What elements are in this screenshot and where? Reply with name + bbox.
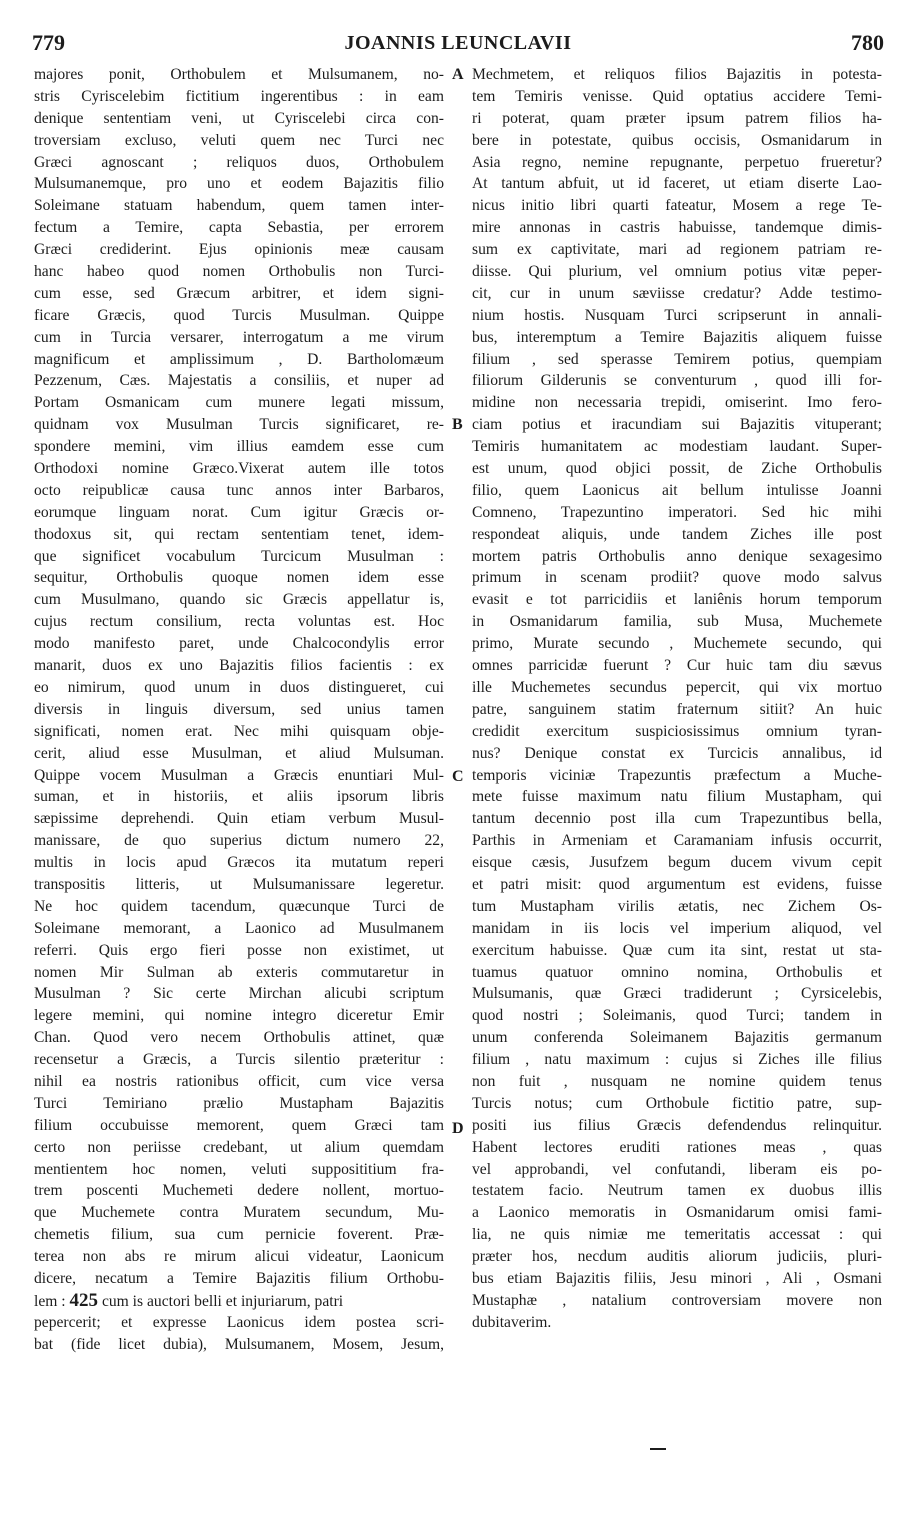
text-line: mire annonas in castris habuisse, tandemque dimis-	[472, 219, 882, 237]
text-line: mentientem hoc nomen, veluti supposititium fra-	[34, 1160, 444, 1178]
text-line: primo, Murate secundo , Muchemete secundo, qui	[472, 635, 882, 653]
text-line: referri. Quis ergo fieri posse non existimet, ut	[34, 941, 444, 959]
text-line: filio, quem Laonicus ait bellum intulisse Joanni	[472, 481, 882, 499]
page-header	[30, 30, 886, 60]
text-line: mete fuisse maximum natu filium Mustapham, qui	[472, 788, 882, 806]
text-line: Musulman ? Sic certe Mirchan alicubi scriptum	[34, 985, 444, 1003]
text-line: pepercerit; et expresse Laonicus idem postea scri-	[34, 1313, 444, 1331]
left-column	[34, 64, 444, 1356]
text-line: chemetis filium, sua cum pernicie foverent. Præ-	[34, 1226, 444, 1244]
text-line: Parthis in Armeniam et Caramaniam infusis occurrit,	[472, 832, 882, 850]
text-line: diisse. Qui plurium, vel omnium potius vitæ peper-	[472, 263, 882, 281]
text-line: transpositis litteris, ut Mulsumanissare legeretur.	[34, 875, 444, 893]
text-line: filium , natu maximum : cujus si Ziches ille filius	[472, 1051, 882, 1069]
text-line: Soleimane memorant, a Laonico ad Musulmanem	[34, 919, 444, 937]
text-line: cit, cur in unum sæviisse credatur? Adde testimo-	[472, 284, 882, 302]
text-line: cum in Turcia versarer, interrogatum a me virum	[34, 328, 444, 346]
text-line: cum esse, sed Græcum arbitrer, et idem signi-	[34, 284, 444, 302]
text-line: eorumque linguam norat. Cum igitur Græcis or-	[34, 503, 444, 521]
text-line: dubitaverim.	[472, 1313, 552, 1331]
text-line: eo nimirum, quod unum in duos distingueret, cui	[34, 678, 444, 696]
right-column	[472, 64, 882, 1334]
text-line: bat (fide licet dubia), Mulsumanem, Mosem, Jesum,	[34, 1335, 444, 1353]
text-line: omnes parricidæ fuerunt ? Cur huic tam diu sævus	[472, 657, 882, 675]
margin-letter-c: C	[452, 768, 464, 785]
text-line: ille Muchemetes secundus pepercit, qui vix mortuo	[472, 678, 882, 696]
text-line: filium , sed sperasse Temirem potius, quempiam	[472, 350, 882, 368]
text-line: legere memini, qui nomine integro diceretur Emir	[34, 1007, 444, 1025]
text-line: filium occubuisse memorent, quem Græci tam	[34, 1116, 444, 1134]
text-line: stris Cyriscelebim fictitium ingerentibus : in eam	[34, 87, 444, 105]
text-line: unum conferenda Soleimanem Bajazitis germanum	[472, 1029, 882, 1047]
text-line: suman, et in historiis, et aliis ipsorum libris	[34, 788, 444, 806]
margin-letter-b: B	[452, 416, 463, 433]
text-line: bus, interemptum a Temire Bajazitis aliquem fuisse	[472, 328, 882, 346]
text-line: Græci crediderint. Ejus opinionis meæ causam	[34, 241, 444, 259]
text-line: tum Mustapham virilis ætatis, nec Zichem Os-	[472, 897, 882, 915]
text-line: magnificum et amplissimum , D. Bartholomæum	[34, 350, 444, 368]
text-line: est unum, quod objici possit, de Ziche Orthobulis	[472, 460, 882, 478]
text-line: diversis in linguis diversum, sed unius tamen	[34, 700, 444, 718]
text-line: cum Musulmano, quando sic Græcis appellatur is,	[34, 591, 444, 609]
text-line: nus? Denique constat ex Turcicis annalibus, id	[472, 744, 882, 762]
text-line: lia, ne quis nimiæ me temeritatis accessat : qui	[472, 1226, 882, 1244]
text-line: Soleimane statuam habendum, quem tamen inter-	[34, 197, 444, 215]
text-line: modo manifesto paret, unde Chalcocondylis error	[34, 635, 444, 653]
text-line: midine non necessaria trepidi, omiserint. Imo fero-	[472, 394, 882, 412]
text-line: majores ponit, Orthobulem et Mulsumanem, no-	[34, 66, 444, 83]
text-line: Portam Osmanicam cum munere legati missum,	[34, 394, 444, 412]
text-line: temporis viciniæ Trapezuntis præfectum a Muche-	[472, 766, 882, 784]
text-line: Turcis notus; cum Orthobule fictitio patre, sup-	[472, 1094, 882, 1112]
text-line: vel approbandi, vel confutandi, liberam eis po-	[472, 1160, 882, 1178]
text-line: eisque cæsis, Jusufzem begum ducem vivum cepit	[472, 854, 882, 872]
text-line: in Osmanidarum familia, sub Musa, Muchemete	[472, 613, 882, 631]
text-line: significati, nomen erat. Nec mihi quisquam obje-	[34, 722, 444, 740]
text-line: sæpissime deprehendi. Quin etiam verbum Musul-	[34, 810, 444, 828]
text-line: Mustaphæ , natalium controversiam movere non	[472, 1291, 882, 1309]
text-line: certo non periisse credebant, ut alium quemdam	[34, 1138, 444, 1156]
text-line: tantum decennio post illa cum Trapezuntibus bella,	[472, 810, 882, 828]
text-line: Habent lectores eruditi rationes meas , quas	[472, 1138, 882, 1156]
end-rule	[650, 1448, 666, 1450]
running-title: JOANNIS LEUNCLAVII	[344, 32, 572, 54]
text-line: nomen Mir Sulman ab exteris commutaretur in	[34, 963, 444, 981]
text-line: mortem patris Orthobulis anno denique sexagesimo	[472, 547, 882, 565]
text-line: Græci agnoscant ; reliquos duos, Orthobulem	[34, 153, 444, 171]
text-line: fectum a Temire, capta Sebastia, per errorem	[34, 219, 444, 237]
text-line: tuamus quatuor omnino nomina, Orthobulis et	[472, 963, 882, 981]
signature-line	[34, 1290, 444, 1312]
text-line: sequitur, Orthobulis quoque nomen idem esse	[34, 569, 444, 587]
text-line: troversiam excluso, veluti quem nec Turci nec	[34, 131, 444, 149]
text-line: que significet vocabulum Turcicum Musulman :	[34, 547, 444, 565]
text-line: denique sententiam veni, ut Cyriscelebi circa con-	[34, 109, 444, 127]
text-line: cerit, aliud esse Musulman, et aliud Mulsuman.	[34, 744, 444, 762]
text-line: testatem facio. Neutrum tamen ex duobus illis	[472, 1182, 882, 1200]
text-line: ciam potius et iracundiam sui Bajazitis vituperant;	[472, 416, 882, 434]
text-line: manidam in iis locis vel imperium aliquod, vel	[472, 919, 882, 937]
text-line: respondeat aliquis, unde tandem Ziches ille post	[472, 525, 882, 543]
text-line: Pezzenum, Cæs. Majestatis a consiliis, et nuper ad	[34, 372, 444, 390]
text-line: que Muchemete contra Muratem secundum, Mu-	[34, 1204, 444, 1222]
text-line: Mechmetem, et reliquos filios Bajazitis in potesta-	[472, 66, 882, 83]
text-line: credidit exercitum suspiciosissimus omnium tyran-	[472, 722, 882, 740]
text-line: spondere memini, vim illius eamdem esse cum	[34, 438, 444, 456]
text-line: recensetur a Græcis, a Turcis silentio præteritur :	[34, 1051, 444, 1069]
text-line: Chan. Quod vero necem Orthobulis attinet, quæ	[34, 1029, 444, 1047]
text-line: evasit e tot parricidiis et laniênis horum temporum	[472, 591, 882, 609]
text-line: bere in potestate, quibus occisis, Osmanidarum in	[472, 131, 882, 149]
text-line: At tantum abfuit, ut id faceret, ut etiam diserte Lao-	[472, 175, 882, 193]
margin-letter-a: A	[452, 66, 464, 83]
text-line: patre, sanguinem statim fraternum sitiit? An huic	[472, 700, 882, 718]
signature-mark: 425	[69, 1289, 99, 1311]
page-number-right: 780	[851, 30, 884, 55]
text-line: multis in locis apud Græcos ita mutatum reperi	[34, 854, 444, 872]
text-line: sum ex captivitate, mari ad regionem patriam re-	[472, 241, 882, 259]
text-line: hanc habeo quod nomen Orthobulis non Turci-	[34, 263, 444, 281]
page-number-left: 779	[32, 30, 65, 55]
margin-letter-d: D	[452, 1120, 464, 1137]
text-line: manarit, duos ex uno Bajazitis filios facientis : ex	[34, 657, 444, 675]
text-fragment: lem :	[34, 1292, 66, 1310]
text-line: quod nostri ; Soleimanis, quod Turci; tandem in	[472, 1007, 882, 1025]
text-line: quidnam vox Musulman Turcis significaret, re-	[34, 416, 444, 434]
text-line: præter hos, necdum auditis aliorum judiciis, pluri-	[472, 1248, 882, 1266]
text-line: nicus initio libri quarti fateatur, Mosem a rege Te-	[472, 197, 882, 215]
text-line: manissare, de quo superius dictum numero 22,	[34, 832, 444, 850]
text-line: Quippe vocem Musulman a Græcis enuntiari Mul-	[34, 766, 444, 784]
text-fragment: cum is auctori belli et injuriarum, patri	[101, 1292, 344, 1310]
text-line: tem Temiris venisse. Quid optatius accidere Temi-	[472, 87, 882, 105]
text-line: filiorum Gilderunis se conventurum , quod illi for-	[472, 372, 882, 390]
text-line: terea non abs re mirum alicui videatur, Laonicum	[34, 1248, 444, 1266]
text-line: et patri misit: quod argumentum est evidens, fuisse	[472, 875, 882, 893]
text-line: Ne hoc quidem tacendum, quæcunque Turci de	[34, 897, 444, 915]
text-line: nihil ea nostris rationibus officit, cum vice versa	[34, 1072, 444, 1090]
text-line: Comneno, Trapezuntino imperatori. Sed hic mihi	[472, 503, 882, 521]
text-line: Temiris humanitatem ac modestiam laudant. Super-	[472, 438, 882, 456]
text-line: Orthodoxi nomine Græco.Vixerat autem ille totos	[34, 460, 444, 478]
text-line: dicere, necatum a Temire Bajazitis filium Orthobu-	[34, 1269, 444, 1287]
text-line: ficare Græcis, quod Turcis Musulman. Quippe	[34, 306, 444, 324]
text-line: Turci Temiriano prælio Mustapham Bajazitis	[34, 1094, 444, 1112]
text-line: Asia regno, nemine repugnante, perpetuo frueretur?	[472, 153, 882, 171]
text-line: exercitum habuisse. Quæ cum ita sint, restat ut sta-	[472, 941, 882, 959]
text-line: a Laonico memoratis in Osmanidarum omisi fami-	[472, 1204, 882, 1222]
text-line: bus etiam Bajazitis filiis, Jesu minori , Ali , Osmani	[472, 1269, 882, 1287]
text-line: Mulsumanis, quæ Græci tradiderunt ; Cyrsicelebis,	[472, 985, 882, 1003]
text-line: Mulsumanemque, pro uno et eodem Bajazitis filio	[34, 175, 444, 193]
text-line: ri poterat, quam præter ipsum patrem filios ha-	[472, 109, 882, 127]
text-line: cujus rectum consilium, recta voluntas est. Hoc	[34, 613, 444, 631]
text-line: positi ius filius Græcis defendendus relinquitur.	[472, 1116, 882, 1134]
text-line: primum in scenam prodiit? quove modo salvus	[472, 569, 882, 587]
text-line: octo reipublicæ causa tunc annos inter Barbaros,	[34, 481, 444, 499]
text-line: nium hostis. Nusquam Turci scripserunt in annali-	[472, 306, 882, 324]
text-line: non fuit , nusquam ne nomine quidem tenus	[472, 1072, 882, 1090]
text-line: thodoxus sit, qui rectam sententiam tenet, idem-	[34, 525, 444, 543]
text-line: trem poscenti Muchemeti dedere nollent, mortuo-	[34, 1182, 444, 1200]
